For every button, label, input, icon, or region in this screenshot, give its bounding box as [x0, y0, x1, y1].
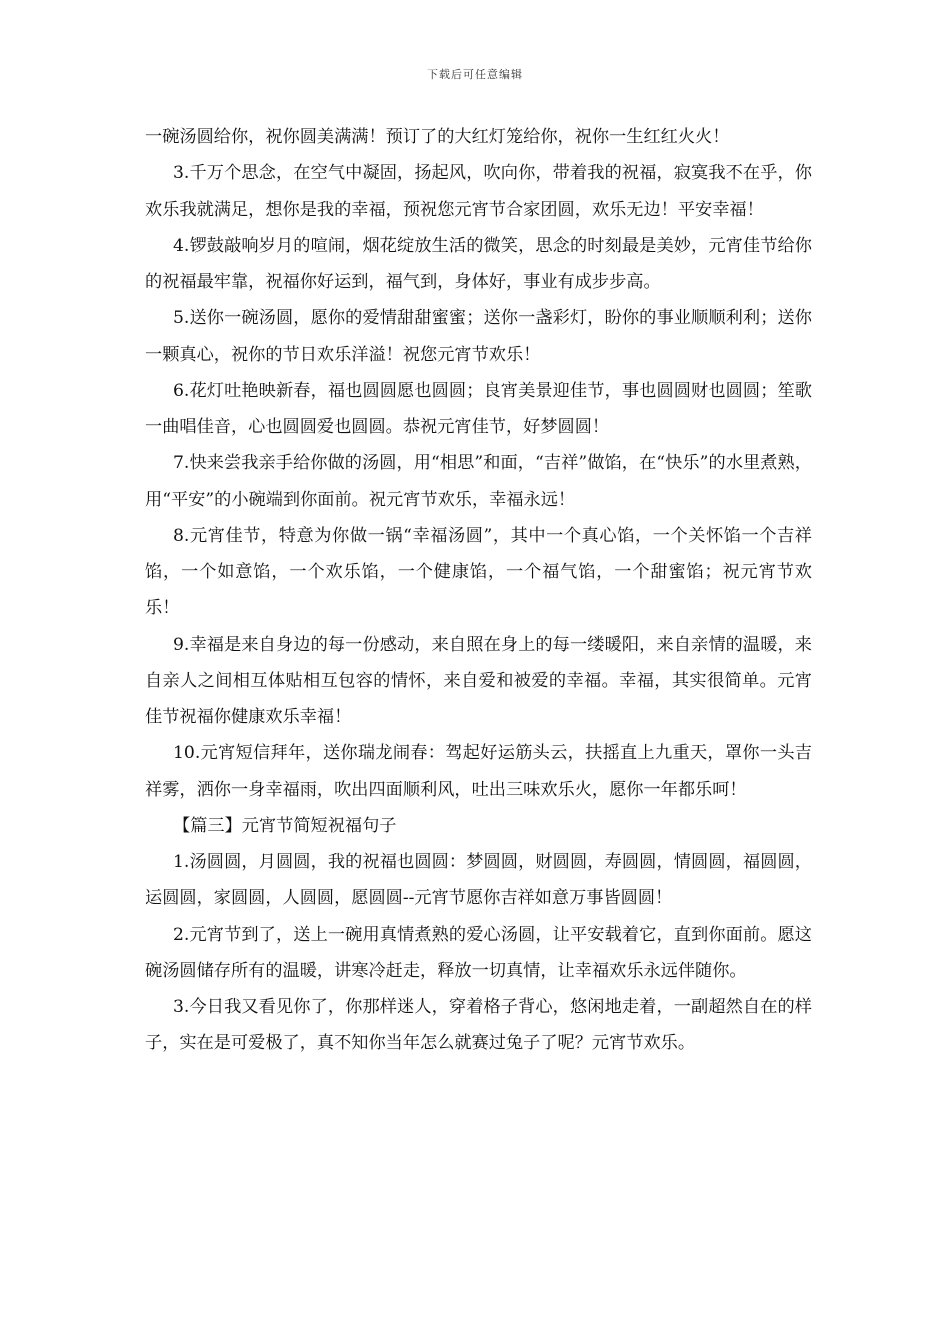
list-item: 9.幸福是来自身边的每一份感动，来自照在身上的每一缕暖阳，来自亲情的温暖，来自亲人之间相互体贴相互包容的情怀，来自爱和被爱的幸福。幸福，其实很简单。元宵佳节祝福你健康欢乐幸福！: [145, 634, 812, 727]
list-item: 3.今日我又看见你了，你那样迷人，穿着格子背心，悠闲地走着，一副超然自在的样子，实在是可爱极了，真不知你当年怎么就赛过兔子了呢？元宵节欢乐。: [145, 997, 812, 1054]
list-item: 1.汤圆圆，月圆圆，我的祝福也圆圆：梦圆圆，财圆圆，寿圆圆，情圆圆，福圆圆，运圆圆，家圆圆，人圆圆，愿圆圆--元宵节愿你吉祥如意万事皆圆圆！: [145, 852, 812, 909]
section-heading: 【篇三】元宵节简短祝福句子: [173, 815, 397, 836]
list-item: 2.元宵节到了，送上一碗用真情煮熟的爱心汤圆，让平安载着它，直到你面前。愿这碗汤圆储存所有的温暖，讲寒冷赶走，释放一切真情，让幸福欢乐永远伴随你。: [145, 924, 812, 981]
list-item: 8.元宵佳节，特意为你做一锅“幸福汤圆”，其中一个真心馅，一个关怀馅一个吉祥馅，一个如意馅，一个欢乐馅，一个健康馅，一个福气馅，一个甜蜜馅；祝元宵节欢乐！: [145, 525, 812, 619]
paragraph-continuation: 一碗汤圆给你，祝你圆美满满！预订了的大红灯笼给你，祝你一生红红火火！: [145, 127, 730, 147]
list-item: 4.锣鼓敲响岁月的喧闹，烟花绽放生活的微笑，思念的时刻最是美妙，元宵佳节给你的祝福最牢靠，祝福你好运到，福气到，身体好，事业有成步步高。: [145, 235, 812, 292]
list-item: 5.送你一碗汤圆，愿你的爱情甜甜蜜蜜；送你一盏彩灯，盼你的事业顺顺利利；送你一颗真心，祝你的节日欢乐洋溢！祝您元宵节欢乐！: [145, 308, 812, 365]
list-item: 7.快来尝我亲手给你做的汤圆，用“相思”和面，“吉祥”做馅，在“快乐”的水里煮熟，用“平安”的小碗端到你面前。祝元宵节欢乐，幸福永远！: [145, 453, 812, 510]
list-item: 3.千万个思念，在空气中凝固，扬起风，吹向你，带着我的祝福，寂寞我不在乎，你欢乐我就满足，想你是我的幸福，预祝您元宵节合家团圆，欢乐无边！平安幸福！: [145, 163, 812, 220]
list-item: 6.花灯吐艳映新春，福也圆圆愿也圆圆；良宵美景迎佳节，事也圆圆财也圆圆；笙歌一曲唱佳音，心也圆圆爱也圆圆。恭祝元宵佳节，好梦圆圆！: [145, 380, 812, 437]
page-header: 下载后可任意编辑: [427, 68, 523, 81]
list-item: 10.元宵短信拜年，送你瑞龙闹春：驾起好运筋头云，扶摇直上九重天，罩你一头吉祥雾，洒你一身幸福雨，吹出四面顺利风，吐出三味欢乐火，愿你一年都乐呵！: [145, 743, 812, 800]
document-body: [145, 119, 812, 1062]
